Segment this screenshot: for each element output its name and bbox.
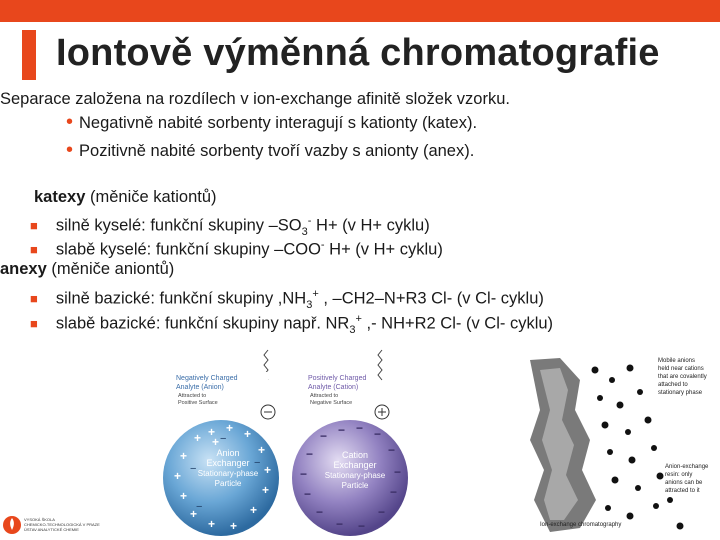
anexy-item-1: ■ silně bazické: funkční skupiny $,NH_3^+$ , –CH2–N+R3 Cl- (v Cl- cyklu)	[30, 288, 544, 311]
anion-ion-circle	[261, 405, 275, 419]
anion-attracted-label-1: Attracted to	[178, 393, 207, 399]
cation-ion-circle	[375, 405, 389, 419]
page-title: Iontově výměnná chromatografie	[56, 32, 660, 74]
svg-text:held near cations: held near cations	[658, 366, 704, 372]
svg-text:ÚSTAV ANALYTICKÉ CHEMIE: ÚSTAV ANALYTICKÉ CHEMIE	[24, 527, 79, 532]
anion-exchanger-particle	[163, 350, 279, 536]
svg-text:VYSOKÁ ŠKOLA: VYSOKÁ ŠKOLA	[24, 517, 55, 522]
svg-text:+: +	[258, 443, 266, 457]
svg-text:−: −	[306, 447, 314, 461]
svg-text:+: +	[208, 517, 216, 531]
katexy-item-2: ■ slabě kyselé: funkční skupiny –COO- H+ (v H+ cyklu)	[30, 239, 443, 259]
svg-text:−: −	[320, 429, 328, 443]
svg-text:resin: only: resin: only	[665, 472, 693, 478]
institution-logo	[0, 510, 130, 540]
svg-text:+: +	[180, 449, 188, 463]
anexy-heading: anexy (měniče aniontů)	[0, 260, 175, 278]
svg-text:−: −	[378, 505, 386, 519]
svg-text:−: −	[374, 427, 382, 441]
square-bullet-icon: ■	[30, 315, 38, 331]
square-bullet-icon: ■	[30, 241, 38, 257]
svg-text:Ion-exchange chromatography: Ion-exchange chromatography	[540, 522, 622, 528]
cation-attracted-label-1: Attracted to	[310, 393, 339, 399]
svg-text:−: −	[388, 443, 396, 457]
svg-text:−: −	[336, 517, 344, 531]
intro-bullet-1: • Negativně nabité sorbenty interagují s kationty (katex).	[66, 111, 478, 133]
svg-text:Mobile anions: Mobile anions	[658, 358, 696, 364]
cation-core-label-4: Particle	[341, 481, 369, 490]
cation-attracted-label-2: Negative Surface	[310, 400, 353, 406]
svg-text:+: +	[244, 427, 252, 441]
svg-text:−: −	[190, 463, 197, 475]
svg-text:+: +	[226, 421, 234, 435]
katexy-heading: katexy (měniče kationtů)	[34, 188, 217, 206]
anion-analyte-label-2: Analyte (Anion)	[176, 384, 224, 391]
svg-text:that are covalently: that are covalently	[658, 374, 707, 380]
svg-text:−: −	[220, 433, 227, 445]
intro-lead: Separace založena na rozdílech v ion-exchange afinitě složek vzorku.	[0, 90, 510, 108]
svg-text:stationary phase: stationary phase	[658, 390, 703, 396]
svg-text:−: −	[304, 487, 312, 501]
anion-core-label-2: Exchanger	[206, 458, 250, 468]
anion-core-label-1: Anion	[216, 448, 240, 458]
anion-analyte-label-1: Negatively Charged	[176, 375, 238, 382]
svg-text:+: +	[174, 469, 182, 483]
svg-text:+: +	[250, 503, 258, 517]
svg-text:+: +	[212, 435, 220, 449]
intro-bullet-2: • Pozitivně nabité sorbenty tvoří vazby s anionty (anex).	[66, 139, 475, 161]
svg-text:+: +	[194, 431, 202, 445]
svg-text:−: −	[356, 421, 364, 435]
svg-text:−: −	[254, 457, 261, 469]
bullet-dot-icon: •	[66, 111, 74, 133]
svg-text:−: −	[196, 501, 203, 513]
anion-core-label-4: Particle	[214, 479, 242, 488]
squiggle-icon	[378, 350, 382, 380]
ion-exchanger-particles-figure	[150, 342, 420, 540]
cation-analyte-label-1: Positively Charged	[308, 375, 367, 382]
title-accent-bar	[22, 30, 36, 80]
cation-core-label-3: Stationary-phase	[324, 471, 386, 480]
cation-core-label-1: Cation	[341, 450, 369, 460]
svg-text:+: +	[264, 463, 272, 477]
svg-text:+: +	[262, 483, 270, 497]
top-accent-bar	[0, 0, 720, 22]
svg-text:Anion-exchange: Anion-exchange	[665, 464, 709, 470]
svg-text:−: −	[316, 505, 324, 519]
ion-exchange-resin-figure	[520, 350, 720, 540]
svg-text:−: −	[390, 485, 398, 499]
bullet-dot-icon: •	[66, 139, 74, 161]
cation-analyte-label-2: Analyte (Cation)	[308, 384, 359, 391]
svg-text:attracted to it: attracted to it	[665, 488, 700, 494]
square-bullet-icon: ■	[30, 217, 38, 233]
anexy-item-2: ■ slabě bazické: funkční skupiny např. $NR_3^+$ ,- NH+R2 Cl- (v Cl- cyklu)	[30, 313, 554, 336]
svg-text:+: +	[230, 519, 238, 533]
svg-text:attached to: attached to	[658, 382, 688, 388]
svg-text:+: +	[190, 507, 198, 521]
anion-core-label-3: Stationary-phase	[197, 469, 259, 478]
svg-text:anions can be: anions can be	[665, 480, 703, 486]
svg-text:−: −	[338, 423, 346, 437]
svg-text:+: +	[208, 425, 216, 439]
svg-text:−: −	[358, 519, 366, 533]
katexy-item-1: ■ silně kyselé: funkční skupiny $-SO_3^-$ H+ (v H+ cyklu)	[30, 215, 430, 238]
cation-core-label-2: Exchanger	[333, 460, 377, 470]
svg-text:−: −	[300, 467, 308, 481]
svg-text:−: −	[394, 465, 402, 479]
anion-attracted-label-2: Positive Surface	[178, 400, 218, 406]
svg-text:CHEMICKO-TECHNOLOGICKÁ V PRAZE: CHEMICKO-TECHNOLOGICKÁ V PRAZE	[24, 522, 100, 527]
cation-exchanger-particle	[292, 350, 408, 536]
square-bullet-icon: ■	[30, 290, 38, 306]
svg-text:+: +	[180, 489, 188, 503]
